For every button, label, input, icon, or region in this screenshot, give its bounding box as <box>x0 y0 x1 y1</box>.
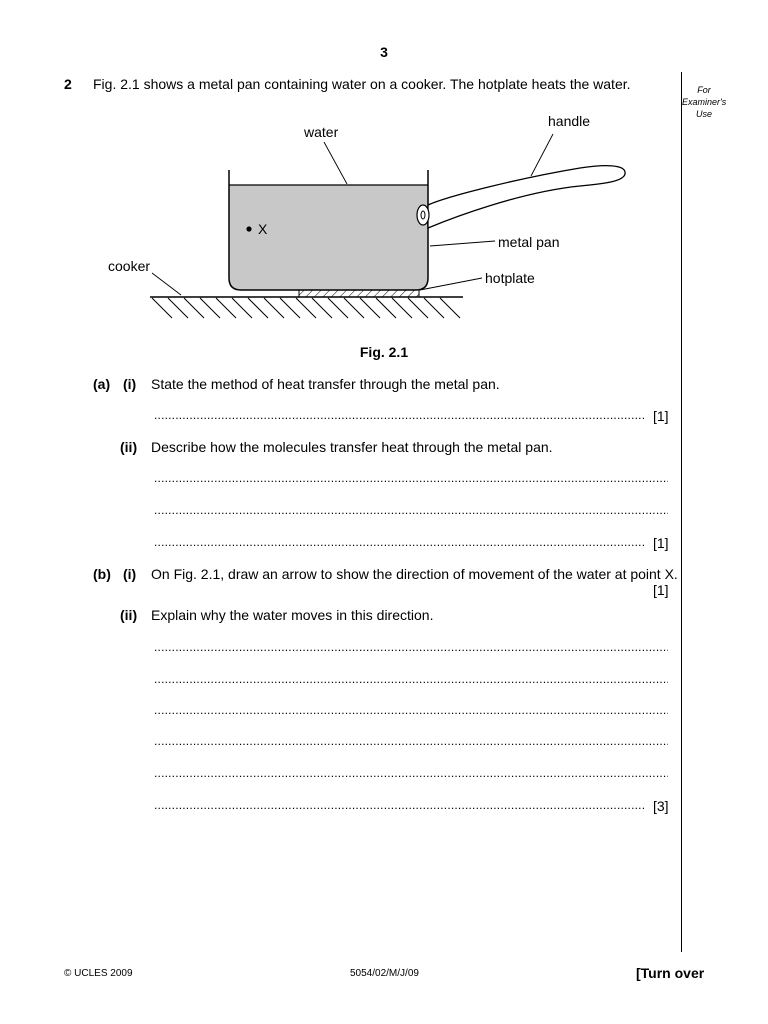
part-a-i-text: State the method of heat transfer through the metal pan. <box>151 376 500 392</box>
mark-b-i: [1] <box>653 582 669 598</box>
part-b-ii-text: Explain why the water moves in this direction. <box>151 607 434 623</box>
answer-line[interactable] <box>154 672 668 686</box>
water-fill <box>229 185 428 290</box>
handle-joint <box>417 205 429 225</box>
answer-line[interactable] <box>154 640 668 654</box>
part-b-i-text: On Fig. 2.1, draw an arrow to show the direction of movement of the water at point X. <box>151 566 678 582</box>
point-x-dot <box>246 226 251 231</box>
handle-leader <box>531 134 553 176</box>
mark-a-i: [1] <box>653 408 669 424</box>
answer-line[interactable] <box>154 703 668 717</box>
handle <box>428 166 625 228</box>
examiner-use: Use <box>695 109 712 119</box>
mark-a-ii: [1] <box>653 535 669 551</box>
figure-caption: Fig. 2.1 <box>359 344 409 360</box>
answer-line[interactable] <box>154 503 668 517</box>
label-metal-pan: metal pan <box>498 234 560 250</box>
part-b-label: (b) <box>93 566 111 582</box>
answer-line[interactable] <box>154 535 646 549</box>
cooker-leader <box>152 273 181 295</box>
figure-pan-diagram <box>0 0 768 340</box>
footer-paper-code: 5054/02/M/J/09 <box>350 968 419 979</box>
cooker-hatching <box>152 298 460 318</box>
part-a-ii-text: Describe how the molecules transfer heat through the metal pan. <box>151 439 553 455</box>
answer-line[interactable] <box>154 408 646 422</box>
question-stem: Fig. 2.1 shows a metal pan containing water on a cooker. The hotplate heats the water. <box>93 76 631 92</box>
part-a-ii-label: (ii) <box>120 439 138 455</box>
mark-b-ii: [3] <box>653 798 669 814</box>
pan-leader <box>430 241 495 246</box>
answer-line[interactable] <box>154 471 668 485</box>
label-point-x: X <box>258 221 268 237</box>
answer-line[interactable] <box>154 766 668 780</box>
examiner-examiners: Examiner's <box>682 97 727 107</box>
part-a-label: (a) <box>93 376 111 392</box>
answer-line[interactable] <box>154 734 668 748</box>
examiner-for: For <box>697 85 711 95</box>
footer-copyright: © UCLES 2009 <box>64 968 133 979</box>
label-water: water <box>304 124 339 140</box>
footer-turn-over: [Turn over <box>636 965 705 981</box>
answer-line[interactable] <box>154 798 646 812</box>
hotplate-leader <box>420 278 482 290</box>
label-handle: handle <box>548 113 591 129</box>
part-a-i-label: (i) <box>123 376 137 392</box>
label-hotplate: hotplate <box>485 270 535 286</box>
page-number: 3 <box>380 44 388 60</box>
label-cooker: cooker <box>108 258 151 274</box>
water-leader <box>324 142 347 184</box>
part-b-i-label: (i) <box>123 566 137 582</box>
question-number: 2 <box>64 76 72 92</box>
part-b-ii-label: (ii) <box>120 607 138 623</box>
